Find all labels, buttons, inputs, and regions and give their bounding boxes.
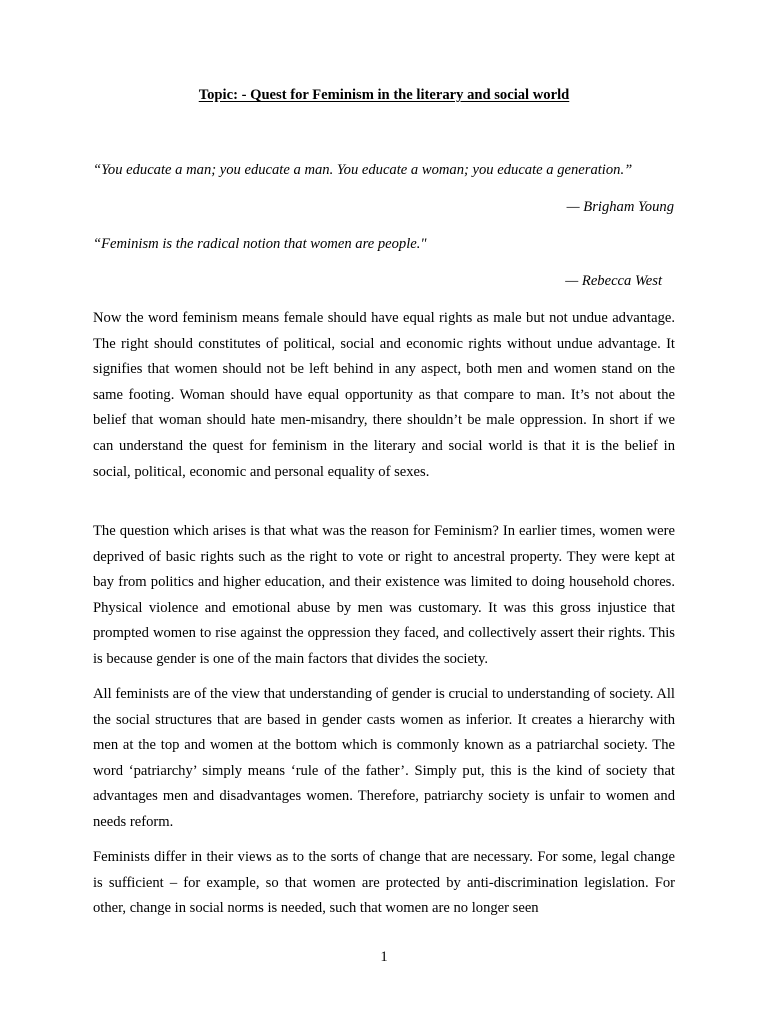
quote-rebecca-west: “Feminism is the radical notion that women are people." [93, 236, 427, 252]
paragraph-reason: The question which arises is that what was the reason for Feminism? In earlier times, women were deprived of basic rights such as the right to vote or right to ancestral property. They were kept at bay from politics and higher education, and their existence was limited to doing household chores. Physical violence and emotional abuse by men was customary. It was this gross injustice that prompted women to rise against the oppression they faced, and collectively assert their rights. This is because gender is one of the main factors that divides the society. [93, 523, 675, 667]
paragraph-patriarchy: All feminists are of the view that understanding of gender is crucial to understanding of society. All the social structures that are based in gender casts women as inferior. It creates a hierarchy with men at the top and women at the bottom which is commonly known as a patriarchal society. The word ‘patriarchy’ simply means ‘rule of the father’. Simply put, this is the kind of society that advantages men and disadvantages women. Therefore, patriarchy society is unfair to women and needs reform. [93, 686, 675, 830]
quote-attribution-rebecca-west: — Rebecca West [565, 273, 662, 289]
quote-brigham-young: “You educate a man; you educate a man. You educate a woman; you educate a generation.” [93, 162, 633, 178]
quote-attribution-brigham-young: — Brigham Young [566, 199, 674, 215]
paragraph-definition: Now the word feminism means female should have equal rights as male but not undue advantage. The right should constitutes of political, social and economic rights without undue advantage. It signifies that women should not be left behind in any aspect, both men and women stand on the same footing. Woman should have equal opportunity as that compare to man. It’s not about the belief that woman should hate men-misandry, there shouldn’t be male oppression. In short if we can understand the quest for feminism in the literary and social world is that it is the belief in social, political, economic and personal equality of sexes. [93, 310, 675, 480]
document-title: Topic: - Quest for Feminism in the literary and social world [198, 87, 570, 103]
page-number: 1 [380, 949, 388, 965]
paragraph-change: Feminists differ in their views as to the sorts of change that are necessary. For some, legal change is sufficient – for example, so that women are protected by anti-discrimination legislation. For other, change in social norms is needed, such that women are no longer seen [93, 849, 675, 917]
